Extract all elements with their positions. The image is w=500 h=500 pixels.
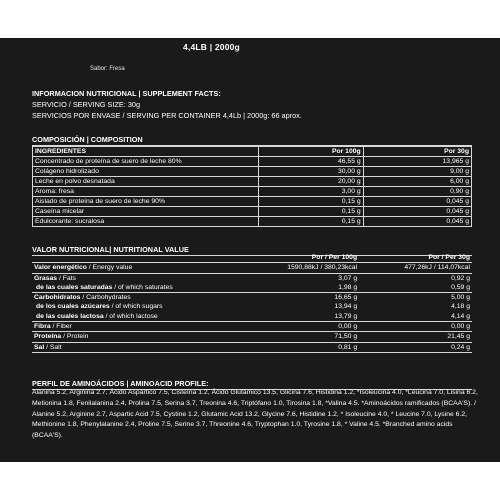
ingredient-per-30g: 0,045 g bbox=[363, 207, 471, 217]
nutrient-label-es: de las cuales lactosa bbox=[36, 312, 104, 320]
nutrient-label-es: Grasas bbox=[34, 274, 58, 282]
nutrient-label-en: / Protein bbox=[61, 333, 89, 341]
nutrient-per-100g: 16,65 g bbox=[334, 294, 358, 302]
nutritional-value-title: VALOR NUTRICIONAL| NUTRITIONAL VALUE bbox=[32, 245, 189, 254]
table-row bbox=[32, 342, 472, 352]
nutrient-label-en: / of which lactose bbox=[103, 312, 158, 320]
nutrient-label bbox=[32, 312, 217, 322]
ingredient-per-100g: 30,00 g bbox=[259, 167, 363, 177]
table-row bbox=[32, 263, 472, 273]
ingredient-per-100g: 3,00 g bbox=[259, 187, 363, 197]
nutrient-per-100g: 13,94 g bbox=[334, 303, 358, 311]
ingredient-per-30g: 0,045 g bbox=[363, 197, 471, 207]
nutrient-label-en: / Energy value bbox=[86, 264, 133, 272]
nutrient-label bbox=[32, 302, 217, 311]
nutrient-label-en: / Carbohydrates bbox=[80, 294, 131, 302]
table-row bbox=[33, 187, 472, 197]
composition-header-row bbox=[33, 147, 472, 157]
nutrient-label-es: de las cuales saturadas bbox=[36, 283, 113, 291]
table-row bbox=[33, 157, 472, 167]
amino-profile-text: Alanina 5.2, Arginina 2.7, Ácido Aspártico 7.5, Cisteína 1.2, Ácido Glutámico 13.5, Glicina 7.6, Histidina 1.2, *Isoleucina 4.0, *Leucina 7.0, Lisina 6.2, Metionina 1.8, Fenilalanina 2.4, Prolina 7.5, Serina 3.7, Treonina 4.6, Triptófano 1.0, Tirosina 1.8, *Valina 4.5. *Aminoácidos ramificados (BCAA'S). / Alanine 5.2, Arginine 2.7, Aspartic Acid 7.5, Cystine 1.2, Glutamic Acid 13.2, Glycine 7.6, Histidine 1.2, * Isoleucine 4.0, * Leucine 7.0, Lysine 6.2, Methionine 1.8, Phenylalanine 2.4, Proline 7.5, Serine 3.7, Threonine 4.6, Tryptophan 1.0, Tyrosine 1.8, * Valine 4.5. *Branched amino acids (BCAA'S). bbox=[32, 389, 478, 440]
table-row bbox=[32, 322, 472, 332]
nutrient-per-30g: 4,14 g bbox=[359, 312, 472, 322]
composition-header-per-100g: Por 100g bbox=[259, 147, 363, 157]
nutrient-per-100g: 3,07 g bbox=[338, 274, 358, 282]
ingredient-name: Colágeno hidrolizado bbox=[33, 167, 259, 177]
nutritional-value-table bbox=[32, 253, 472, 353]
nutrient-per-100g: 1,98 g bbox=[217, 283, 359, 293]
nutrient-per-30g: 477,26kJ / 114,07kcal bbox=[359, 263, 472, 273]
nutrient-per-30g: 0,59 g bbox=[359, 283, 472, 293]
ingredient-per-100g: 0,15 g bbox=[259, 197, 363, 207]
ingredient-name: Concentrado de proteína de suero de leche 80% bbox=[33, 157, 259, 167]
nutrient-label-es: Fibra bbox=[34, 323, 51, 331]
nutrient-label-en: / of which saturates bbox=[112, 283, 173, 291]
ingredient-name: Aislado de proteína de suero de leche 90% bbox=[33, 197, 259, 207]
ingredient-name: Edulcorante: sucralosa bbox=[33, 217, 259, 227]
composition-title: COMPOSICIÓN | COMPOSITION bbox=[32, 135, 143, 144]
nutrient-label-es: Sal bbox=[34, 343, 45, 351]
composition-header-per-30g: Por 30g bbox=[363, 147, 471, 157]
nutrient-per-100g: 71,50 g bbox=[217, 332, 359, 342]
table-row bbox=[32, 302, 472, 311]
ingredient-per-30g: 9,00 g bbox=[363, 167, 471, 177]
ingredient-name: Caseína micelar bbox=[33, 207, 259, 217]
nutrient-per-30g: 21,45 g bbox=[359, 332, 472, 342]
amino-profile-title: PERFIL DE AMINOÁCIDOS | AMINOACID PROFILE: bbox=[32, 379, 209, 388]
nutrient-per-100g: 1590,88kJ / 380,23kcal bbox=[217, 263, 359, 273]
table-row bbox=[33, 207, 472, 217]
nutrition-info-title: INFORMACION NUTRICIONAL | SUPPLEMENT FACTS: bbox=[32, 89, 221, 98]
nutrient-label bbox=[32, 322, 217, 332]
nutrient-header-per-100g: Por / Per 100g bbox=[217, 253, 359, 263]
ingredient-per-100g: 0,15 g bbox=[259, 217, 363, 227]
nutrient-label-en: / Fiber bbox=[50, 323, 72, 331]
nutrient-per-30g: 0,24 g bbox=[359, 342, 472, 352]
nutrient-label bbox=[32, 263, 217, 273]
table-row bbox=[32, 273, 472, 283]
table-row bbox=[33, 177, 472, 187]
nutritional-header-row bbox=[32, 253, 472, 263]
ingredient-per-30g: 13,965 g bbox=[363, 157, 471, 167]
table-row bbox=[32, 283, 472, 293]
ingredient-per-30g: 6,00 g bbox=[363, 177, 471, 187]
servings-per-container: SERVICIOS POR ENVASE / SERVING PER CONTAINER 4,4Lb | 2000g: 66 aprox. bbox=[32, 111, 302, 120]
table-row bbox=[32, 312, 472, 322]
nutrient-per-30g: 4,18 g bbox=[451, 303, 470, 311]
nutrient-label bbox=[32, 342, 217, 352]
nutrient-per-30g: 0,00 g bbox=[359, 322, 472, 332]
nutrient-per-30g: 5,00 g bbox=[451, 294, 470, 302]
ingredient-per-100g: 0,15 g bbox=[259, 207, 363, 217]
nutrient-label bbox=[32, 273, 217, 283]
table-row bbox=[33, 167, 472, 177]
flavor-label: Sabor: Fresa bbox=[90, 66, 125, 72]
table-row bbox=[33, 217, 472, 227]
nutrient-per-100g: 13,79 g bbox=[217, 312, 359, 322]
composition-header-ingredients: INGREDIENTES bbox=[33, 147, 259, 157]
ingredient-per-30g: 0,90 g bbox=[363, 187, 471, 197]
table-row bbox=[32, 293, 472, 303]
serving-size: SERVICIO / SERVING SIZE: 30g bbox=[32, 100, 141, 109]
ingredient-per-100g: 20,00 g bbox=[259, 177, 363, 187]
nutrient-label-es: Valor energético bbox=[34, 264, 87, 272]
ingredient-name: Leche en polvo desnatada bbox=[33, 177, 259, 187]
nutrient-per-100g: 0,81 g bbox=[217, 342, 359, 352]
nutrient-label-es: Proteína bbox=[34, 333, 62, 341]
nutrient-label-es: de los cuales azúcares bbox=[36, 303, 110, 311]
nutrient-header-label bbox=[32, 253, 217, 263]
nutrient-label-en: / Salt bbox=[44, 343, 62, 351]
nutrient-label bbox=[32, 293, 217, 303]
nutrient-label-en: / of which sugars bbox=[109, 303, 163, 311]
ingredient-name: Aroma: fresa bbox=[33, 187, 259, 197]
ingredient-per-100g: 46,55 g bbox=[259, 157, 363, 167]
package-size: 4,4LB | 2000g bbox=[183, 42, 240, 52]
nutrient-label-en: / Fats bbox=[57, 274, 76, 282]
nutrient-label bbox=[32, 283, 217, 293]
nutrient-per-100g: 0,00 g bbox=[217, 322, 359, 332]
table-row bbox=[33, 197, 472, 207]
ingredient-per-30g: 0,045 g bbox=[363, 217, 471, 227]
nutrient-label bbox=[32, 332, 217, 342]
composition-table bbox=[32, 146, 472, 227]
nutrient-label-es: Carbohidratos bbox=[34, 294, 81, 302]
table-row bbox=[32, 332, 472, 342]
nutrient-per-30g: 0,92 g bbox=[451, 274, 470, 282]
nutrient-header-per-30g: Por / Per 30g bbox=[359, 253, 472, 263]
